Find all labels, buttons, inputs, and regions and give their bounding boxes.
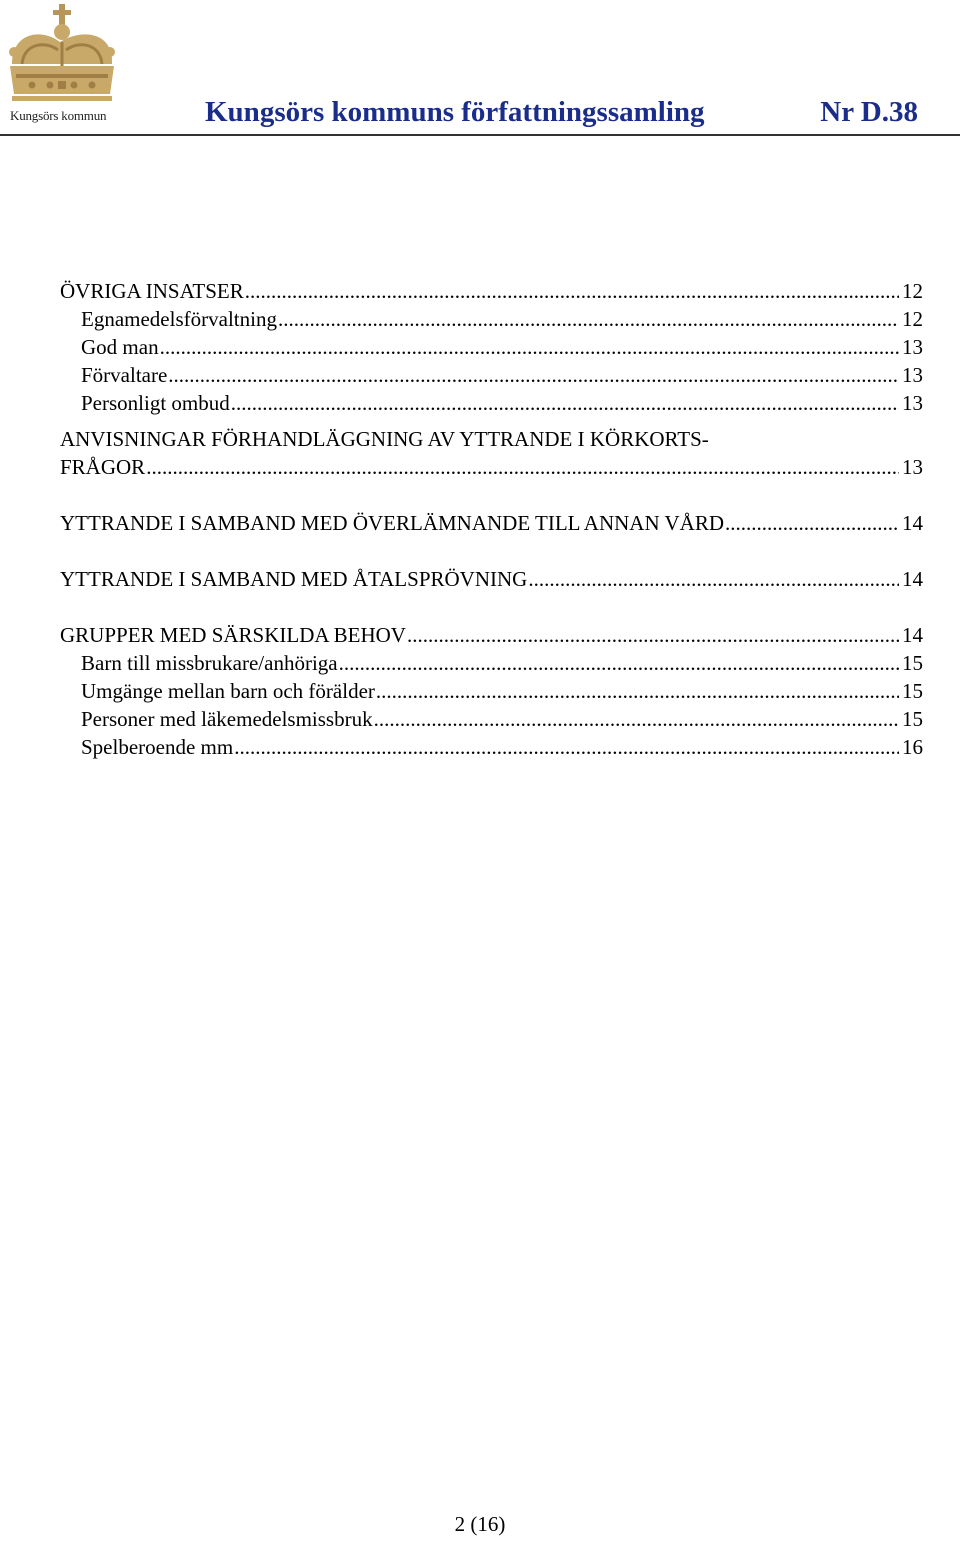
toc-leader-dots [278,305,899,333]
toc-entry-page: 13 [902,335,923,359]
toc-entry[interactable] [60,705,923,733]
toc-entry[interactable] [60,305,923,333]
toc-entry-label: Personer med läkemedelsmissbruk [81,707,373,731]
logo-wordmark: Kungsörs kommun [10,108,107,123]
toc-leader-dots [374,705,899,733]
toc-entry[interactable] [60,389,923,417]
header-document-number: Nr D.38 [820,96,918,128]
header-title: Kungsörs kommuns författningssamling [205,96,705,128]
toc-entry-label: YTTRANDE I SAMBAND MED ÖVERLÄMNANDE TILL ANNAN VÅRD [60,511,725,535]
toc-entry[interactable] [60,565,923,593]
toc-leader-dots [168,361,899,389]
kungsor-crown-logo [2,2,122,128]
toc-entry-page: 15 [902,707,923,731]
toc-entry-page: 12 [902,279,923,303]
toc-entry-page: 16 [902,735,923,759]
toc-leader-dots [407,621,899,649]
toc-entry[interactable] [60,333,923,361]
toc-entry-label: GRUPPER MED SÄRSKILDA BEHOV [60,623,406,647]
toc-entry-page: 13 [902,455,923,479]
toc-entry-label: Egnamedelsförvaltning [81,307,277,331]
toc-entry-page: 13 [902,363,923,387]
toc-entry-label: Spelberoende mm [81,735,234,759]
toc-entry[interactable] [60,277,923,305]
toc-entry-page: 14 [902,623,923,647]
toc-entry-label-line1[interactable]: ANVISNINGAR FÖRHANDLÄGGNING AV YTTRANDE I KÖRKORTS- [60,427,709,451]
toc-entry-page: 15 [902,651,923,675]
toc-entry[interactable] [60,649,923,677]
toc-entry-page: 12 [902,307,923,331]
toc-entry-label: Förvaltare [81,363,168,387]
toc-entry-label: God man [81,335,159,359]
toc-entry-page: 13 [902,391,923,415]
toc-entry-page: 14 [902,511,923,535]
toc-entry-page: 15 [902,679,923,703]
toc-leader-dots [245,277,899,305]
toc-leader-dots [231,389,899,417]
toc-entry-label: Personligt ombud [81,391,230,415]
crown-icon [2,2,122,106]
toc-leader-dots [234,733,899,761]
toc-entry[interactable] [60,509,923,537]
toc-entry-page: 14 [902,567,923,591]
toc-entry[interactable] [60,621,923,649]
toc-leader-dots [376,677,899,705]
toc-entry-label: YTTRANDE I SAMBAND MED ÅTALSPRÖVNING [60,567,528,591]
toc-entry-label: ÖVRIGA INSATSER [60,279,244,303]
toc-leader-dots [339,649,899,677]
table-of-contents [60,277,923,761]
toc-leader-dots [146,453,899,481]
toc-leader-dots [725,509,899,537]
toc-entry-label: Barn till missbrukare/anhöriga [81,651,338,675]
page-number-footer: 2 (16) [454,1512,506,1536]
toc-entry-label: Umgänge mellan barn och förälder [81,679,375,703]
header-divider [0,134,960,136]
toc-leader-dots [160,333,899,361]
toc-leader-dots [528,565,899,593]
toc-entry[interactable] [60,453,923,481]
toc-entry[interactable] [60,361,923,389]
toc-entry-label: FRÅGOR [60,455,146,479]
toc-entry[interactable] [60,677,923,705]
toc-entry[interactable] [60,733,923,761]
